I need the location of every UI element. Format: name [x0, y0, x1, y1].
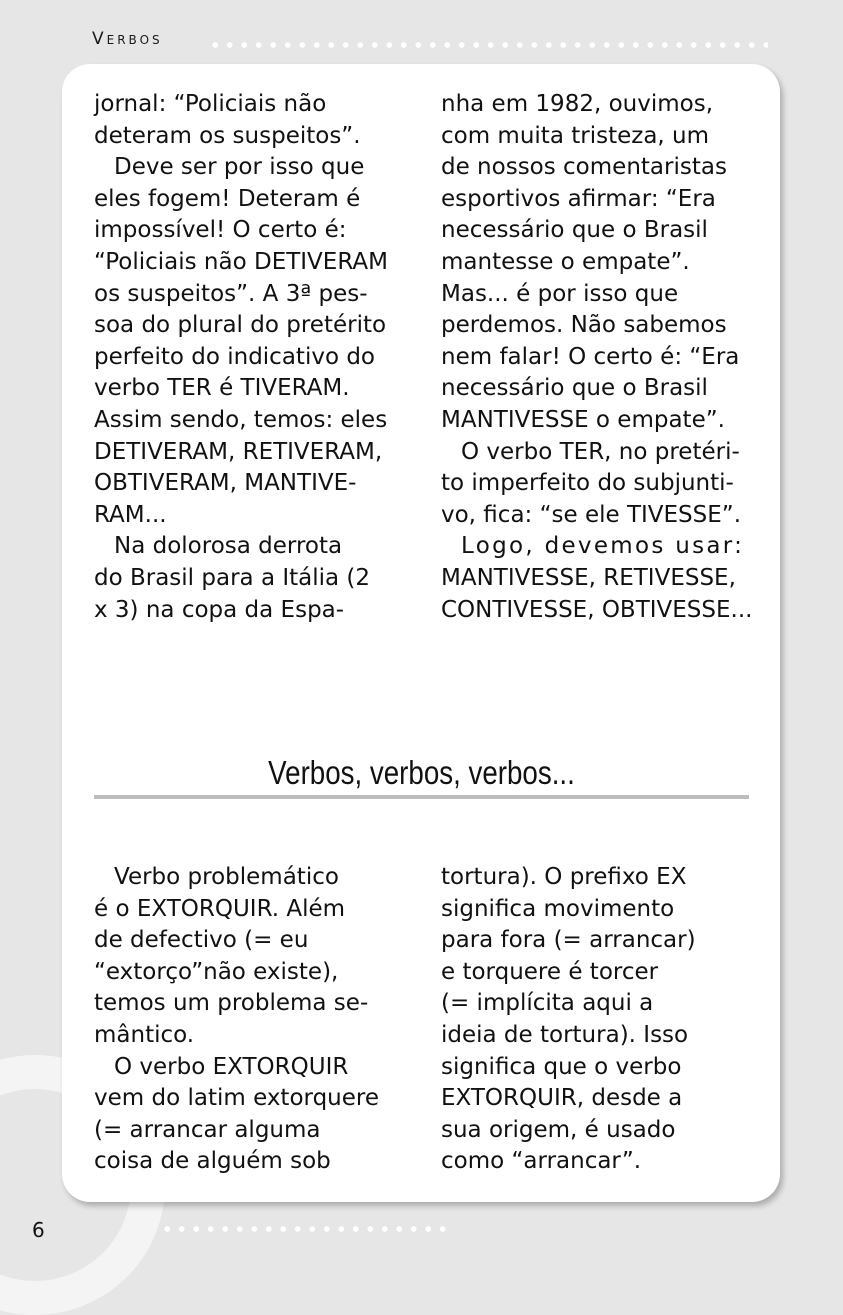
text-line: significa movimento: [441, 895, 675, 922]
text-line: jornal: “Policiais não: [94, 91, 327, 117]
text-line: mantesse o empate”.: [441, 248, 690, 275]
text-line: necessário que o Brasil: [441, 217, 708, 244]
text-line: sua origem, é usado: [441, 1116, 676, 1143]
text-line: Verbo problemático: [114, 864, 339, 890]
section-label: Verbos: [92, 29, 163, 49]
text-line: necessário que o Brasil: [441, 375, 708, 402]
text-line: O verbo EXTORQUIR: [114, 1053, 349, 1080]
text-line: para fora (= arrancar): [441, 927, 696, 954]
text-line: de nossos comentaristas: [441, 154, 727, 181]
text-line: do Brasil para a Itália (2: [94, 564, 371, 591]
bottom-right-column: [441, 862, 696, 1178]
text-line: “extorço”não existe),: [94, 958, 339, 985]
text-line: de defectivo (= eu: [94, 927, 309, 954]
text-line: EXTORQUIR, desde a: [441, 1085, 683, 1112]
text-line: MANTIVESSE o empate”.: [441, 406, 725, 433]
text-line: (= implícita aqui a: [441, 990, 654, 1017]
top-right-column: [441, 89, 752, 626]
text-line: verbo TER é TIVERAM.: [94, 375, 350, 402]
text-line: Na dolorosa derrota: [114, 533, 343, 560]
text-line: x 3) na copa da Espa-: [94, 596, 345, 623]
heading-rule: [94, 795, 749, 799]
text-line: “Policiais não DETIVERAM: [94, 248, 388, 275]
text-line: soa do plural do pretérito: [94, 312, 387, 339]
text-line: (= arrancar alguma: [94, 1116, 321, 1143]
text-line: nha em 1982, ouvimos,: [441, 91, 714, 117]
text-line: Assim sendo, temos: eles: [94, 406, 388, 433]
text-line: eles fogem! Deteram é: [94, 185, 361, 212]
dotted-divider-bottom: [160, 1224, 452, 1234]
text-line: deteram os suspeitos”.: [94, 122, 361, 149]
dotted-divider-top: [208, 40, 768, 50]
text-line: CONTIVESSE, OBTIVESSE...: [441, 596, 753, 623]
text-line: esportivos afirmar: “Era: [441, 185, 716, 212]
text-line: coisa de alguém sob: [94, 1148, 331, 1175]
text-line: tortura). O prefixo EX: [441, 864, 687, 890]
text-line: os suspeitos”. A 3ª pes-: [94, 280, 368, 307]
bottom-left-column: [94, 862, 379, 1178]
text-line: ideia de tortura). Isso: [441, 1021, 689, 1048]
text-line: significa que o verbo: [441, 1053, 682, 1080]
text-line: to imperfeito do subjunti-: [441, 470, 734, 497]
text-line: como “arrancar”.: [441, 1148, 642, 1175]
top-left-column: [94, 89, 388, 626]
text-line: Logo, devemos usar:: [461, 533, 745, 560]
section-heading: Verbos, verbos, verbos...: [268, 754, 575, 791]
text-line: vem do latim extorquere: [94, 1085, 379, 1112]
text-line: é o EXTORQUIR. Além: [94, 895, 346, 922]
text-line: RAM...: [94, 501, 167, 528]
text-line: DETIVERAM, RETIVERAM,: [94, 438, 383, 465]
text-line: perfeito do indicativo do: [94, 343, 375, 370]
text-line: mântico.: [94, 1021, 195, 1048]
text-line: Deve ser por isso que: [114, 154, 365, 181]
text-line: perdemos. Não sabemos: [441, 312, 727, 339]
text-line: Mas... é por isso que: [441, 280, 679, 307]
text-line: impossível! O certo é:: [94, 217, 347, 244]
text-line: temos um problema se-: [94, 990, 369, 1017]
page-number: 6: [32, 1218, 45, 1242]
text-line: nem falar! O certo é: “Era: [441, 343, 740, 370]
text-line: e torquere é torcer: [441, 958, 659, 985]
text-line: OBTIVERAM, MANTIVE-: [94, 470, 357, 497]
text-line: com muita tristeza, um: [441, 122, 710, 149]
text-line: vo, fica: “se ele TIVESSE”.: [441, 501, 742, 528]
text-line: O verbo TER, no pretéri-: [461, 438, 740, 465]
text-line: MANTIVESSE, RETIVESSE,: [441, 564, 736, 591]
